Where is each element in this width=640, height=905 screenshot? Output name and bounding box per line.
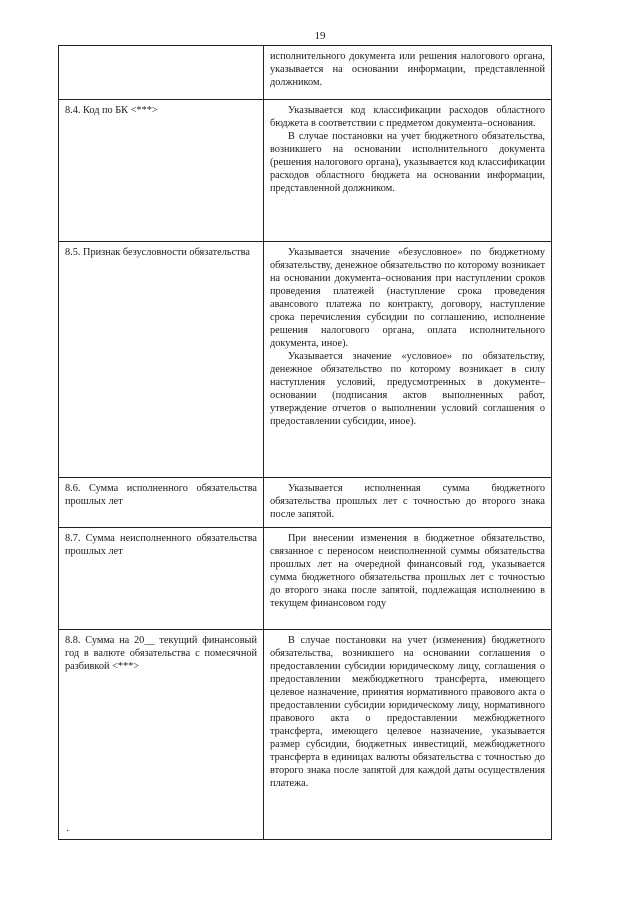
table-row: [59, 528, 552, 630]
table-row: [59, 478, 552, 528]
description-paragraph: В случае постановки на учет бюджетного обязательства, возникшего на основании исполнительного документа (решения налогового органа), указывается код классификации расходов областного бюджета на основании информации, представленной должником.: [270, 131, 545, 194]
row-label-cell: [59, 478, 264, 528]
row-description-cell: [264, 100, 552, 242]
description-paragraph: Указывается код классификации расходов областного бюджета в соответствии с предметом документа–основания.: [270, 105, 545, 129]
row-label-cell: [59, 242, 264, 478]
row-description-cell: [264, 242, 552, 478]
description-paragraph: Указывается значение «безусловное» по бюджетному обязательству, денежное обязательство по которому возникает на основании документа–основания при наступлении сроков проведения платежей (наступление срока проведения авансового платежа по контракту, договору, наступление срока перечисления субсидии по соглашению, исполнение решения налогового органа, оплата исполнительного документа, иное).: [270, 247, 545, 349]
row-description-cell: [264, 46, 552, 100]
description-paragraph: Указывается исполненная сумма бюджетного обязательства прошлых лет с точностью до второго знака после запятой.: [270, 483, 545, 520]
row-label: 8.8. Сумма на 20__ текущий финансовый год в валюте обязательства с помесячной разбивкой <***>: [65, 635, 257, 672]
table-row: [59, 100, 552, 242]
description-paragraph: исполнительного документа или решения налогового органа, указывается на основании информации, представленной должником.: [270, 51, 545, 88]
description-paragraph: При внесении изменения в бюджетное обязательство, связанное с переносом неисполненной суммы обязательства прошлых лет на очередной финансовый год, указывается сумма бюджетного обязательства прошлых лет с точностью до второго знака после запятой, подлежащая исполнению в текущем финансовом году: [270, 533, 545, 609]
row-label: 8.5. Признак безусловности обязательства: [65, 247, 250, 258]
row-description-cell: [264, 630, 552, 840]
table-row: [59, 46, 552, 100]
row-label: 8.7. Сумма неисполненного обязательства прошлых лет: [65, 533, 257, 557]
table-row: [59, 242, 552, 478]
description-paragraph: В случае постановки на учет (изменения) бюджетного обязательства, возникшего на основании соглашения о предоставлении субсидии юридическому лицу, соглашения о предоставлении межбюджетного трансферта, имеющего целевое назначение, принятия нормативного правового акта о предоставлении субсидии юридическому лицу, нормативного правового акта о предоставлении межбюджетного трансферта, имеющего целевое назначение, указывается размер субсидии, бюджетных инвестиций, межбюджетного трансферта в единицах валюты обязательства с точностью до второго знака после запятой для каждой даты осуществления платежа.: [270, 635, 545, 789]
table-row: [59, 630, 552, 840]
row-description-cell: [264, 478, 552, 528]
row-label-cell: [59, 100, 264, 242]
page-number: 19: [314, 30, 326, 42]
row-label-cell: [59, 630, 264, 840]
scan-speck: ·: [66, 826, 70, 837]
row-description-cell: [264, 528, 552, 630]
row-label-cell: [59, 528, 264, 630]
description-paragraph: Указывается значение «условное» по обязательству, денежное обязательство по которому возникает в силу наступления условий, предусмотренных в документе–основании (подписания актов выполненных работ, утверждение отчетов о выполнении условий соглашения о предоставлении субсидии, иное).: [270, 351, 545, 427]
document-table: [58, 45, 552, 840]
row-label: 8.4. Код по БК <***>: [65, 105, 158, 116]
row-label: 8.6. Сумма исполненного обязательства прошлых лет: [65, 483, 257, 507]
row-label-cell: [59, 46, 264, 100]
